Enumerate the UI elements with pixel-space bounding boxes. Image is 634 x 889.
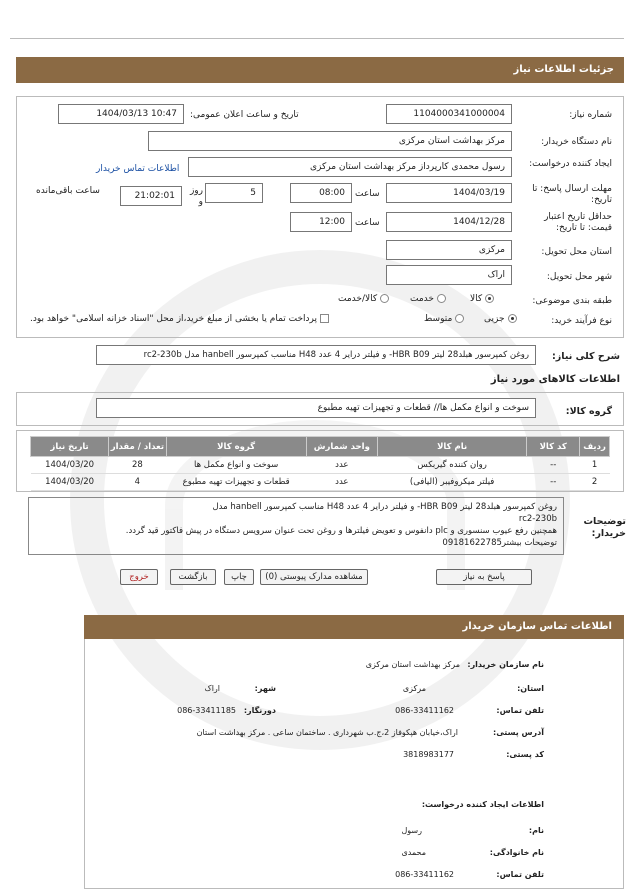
cell-date: 1404/03/20 [31,457,109,474]
col-unit: واحد شمارش [306,437,377,457]
cell-qty: 4 [109,474,166,491]
table-row [31,457,610,474]
category-option-goods[interactable]: کالا [470,294,494,304]
contact-postal-label: کد پستی: [506,750,544,759]
print-button[interactable]: چاپ [224,569,254,585]
attachments-button[interactable]: مشاهده مدارک پیوستی (0) [260,569,368,585]
cell-code: -- [527,474,580,491]
buyer-notes-line: همچنین رفع عیوب سنسوری و plc دانفوس و تعویض فیلترها و روغن تحت عنوان سرویس دستگاه در پیش فاکتور قید گردد. [125,526,557,536]
days-label: روز و [189,186,203,207]
creator-label: ایجاد کننده درخواست: [529,159,612,169]
process-option-medium[interactable]: متوسط [424,314,464,324]
creator-phone-value: 086-33411162 [395,870,454,879]
cell-unit: عدد [306,474,377,491]
cell-date: 1404/03/20 [31,474,109,491]
summary-label: شرح کلی نیاز: [551,351,620,362]
cell-row: 2 [580,474,610,491]
buyer-org-label: نام دستگاه خریدار: [541,137,612,147]
deadline-time-label: ساعت [355,189,380,199]
exit-button[interactable]: خروج [120,569,158,585]
table-header-row [31,437,610,457]
validity-date-field: 1404/12/28 [386,212,512,232]
cell-row: 1 [580,457,610,474]
buyer-notes-label: توضیحات خریدار: [583,516,626,539]
contact-city-label: شهر: [254,684,276,693]
col-date: تاریخ نیاز [31,437,109,457]
top-divider [10,38,624,39]
announce-label: تاریخ و ساعت اعلان عمومی: [190,110,299,120]
cell-name: فیلتر میکروفیبر (الیافی) [377,474,526,491]
col-group: گروه کالا [166,437,306,457]
announce-field: 1404/03/13 10:47 [58,104,184,124]
remaining-time-field: 21:02:01 [120,186,182,206]
contact-address-label: آدرس پستی: [493,728,544,737]
validity-label: حداقل تاریخ اعتبار قیمت: تا تاریخ: [544,212,612,233]
goods-section-title: اطلاعات کالاهای مورد نیاز [490,374,620,385]
payment-note[interactable]: پرداخت تمام یا بخشی از مبلغ خرید،از محل "اسناد خزانه اسلامی" خواهد بود. [30,314,329,324]
group-field: سوخت و انواع مکمل ها// قطعات و تجهیزات تهیه مطبوع [96,398,536,418]
category-label: طبقه بندی موضوعی: [532,296,612,306]
deadline-date-field: 1404/03/19 [386,183,512,203]
need-number-field: 1104000341000004 [386,104,512,124]
contact-postal-value: 3818983177 [403,750,454,759]
col-row: ردیف [580,437,610,457]
radio-icon [437,294,446,303]
deadline-time-field: 08:00 [290,183,352,203]
validity-time-label: ساعت [355,218,380,228]
contact-fax-label: دورنگار: [243,706,276,715]
creator-phone-label: تلفن تماس: [496,870,544,879]
city-label: شهر محل تحویل: [546,272,612,282]
creator-last-name-label: نام خانوادگی: [489,848,544,857]
contact-header: اطلاعات تماس سازمان خریدار [84,615,624,639]
creator-info-title: اطلاعات ایجاد کننده درخواست: [421,800,544,809]
days-field: 5 [205,183,263,203]
creator-last-name-value: محمدی [401,848,426,857]
contact-fax-value: 086-33411185 [177,706,236,715]
buyer-notes-box [28,497,564,555]
buyer-notes-line: روغن کمپرسور هبلد28 لیتر HBR B09- و فیلتر درایر 4 عدد H48 مناسب کمپرسور hanbell مدل [212,502,557,512]
org-name-label: نام سازمان خریدار: [467,660,544,669]
page-header: جزئیات اطلاعات نیاز [16,57,624,83]
col-name: نام کالا [377,437,526,457]
province-label: استان محل تحویل: [541,247,612,257]
goods-table [30,436,610,491]
city-field: اراک [386,265,512,285]
process-label: نوع فرآیند خرید: [551,316,612,326]
deadline-label: مهلت ارسال پاسخ: تا تاریخ: [532,184,612,205]
process-option-minor[interactable]: جزیی [484,314,517,324]
cell-name: روان کننده گیربکس [377,457,526,474]
cell-group: سوخت و انواع مکمل ها [166,457,306,474]
validity-time-field: 12:00 [290,212,352,232]
contact-phone-value: 086-33411162 [395,706,454,715]
radio-icon [380,294,389,303]
need-number-label: شماره نیاز: [569,110,612,120]
creator-field: رسول محمدی کارپرداز مرکز بهداشت استان مرکزی [188,157,512,177]
buyer-notes-line: توضیحات بیشتر09181622785 [442,538,557,548]
cell-code: -- [527,457,580,474]
contact-address-value: اراک،خیابان هپکوفاز 2،ج.ب شهرداری . ساختمان ساعی . مرکز بهداشت استان [196,728,458,737]
radio-icon [485,294,494,303]
contact-city-value: اراک [204,684,220,693]
cell-group: قطعات و تجهیزات تهیه مطبوع [166,474,306,491]
col-qty: تعداد / مقدار [109,437,166,457]
checkbox-icon [320,314,329,323]
reply-button[interactable]: پاسخ به نیاز [436,569,532,585]
province-field: مرکزی [386,240,512,260]
back-button[interactable]: بازگشت [170,569,216,585]
summary-field: روغن کمپرسور هبلد28 لیتر HBR B09- و فیلتر درایر 4 عدد H48 مناسب کمپرسور hanbell مدل rc2-230b [96,345,536,365]
contact-phone-label: تلفن تماس: [496,706,544,715]
org-name-value: مرکز بهداشت استان مرکزی [365,660,460,669]
radio-icon [455,314,464,323]
remaining-label: ساعت باقی‌مانده [36,186,100,196]
category-option-both[interactable]: کالا/خدمت [338,294,389,304]
col-code: کد کالا [527,437,580,457]
cell-qty: 28 [109,457,166,474]
buyer-contact-link[interactable]: اطلاعات تماس خریدار [96,164,180,174]
creator-first-name-value: رسول [401,826,422,835]
cell-unit: عدد [306,457,377,474]
category-option-service[interactable]: خدمت [410,294,446,304]
buyer-org-field: مرکز بهداشت استان مرکزی [148,131,512,151]
radio-icon [508,314,517,323]
group-label: گروه کالا: [565,406,612,417]
table-row [31,474,610,491]
buyer-notes-line: rc2-230b [518,514,557,524]
contact-province-value: مرکزی [402,684,426,693]
creator-first-name-label: نام: [528,826,544,835]
contact-province-label: استان: [517,684,544,693]
